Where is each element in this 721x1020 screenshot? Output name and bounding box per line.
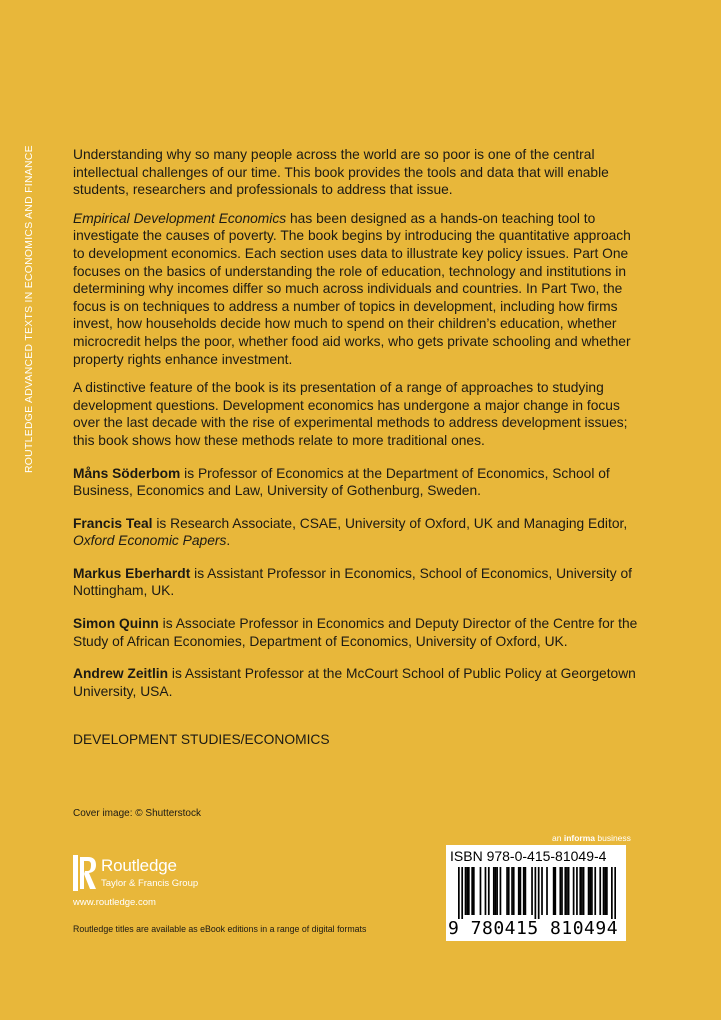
- barcode-bar: [471, 867, 473, 915]
- barcode-bar: [461, 867, 463, 919]
- barcode-bar: [561, 867, 563, 915]
- isbn-barcode-box: [446, 845, 626, 941]
- barcode-bar: [531, 867, 533, 915]
- blurb-paragraph-2: [73, 210, 643, 368]
- barcode-bar: [493, 867, 495, 915]
- barcode-bar: [468, 867, 470, 915]
- author-bio-text: is Research Associate, CSAE, University of Oxford, UK and Managing Editor,: [152, 515, 628, 531]
- barcode-bar: [614, 867, 616, 919]
- barcode-bar: [538, 867, 540, 919]
- barcode-bars: [458, 867, 616, 919]
- author-bio: [73, 465, 643, 500]
- journal-title: Oxford Economic Papers: [73, 533, 227, 549]
- barcode-bar: [541, 867, 543, 915]
- blurb-paragraph-2-text: has been designed as a hands-on teaching tool to investigate the causes of poverty. The book begins by introducing the quantitative approach to development economics. Each section uses data to illustrate key policy issues. Part One focuses on the basics of understanding the role of education, technology and institutions in determining why incomes differ so much across individuals and countries. In Part Two, the focus is on techniques to address a number of topics in development, including how firms invest, how households decide how much to spend on their children’s education, whether microcredit helps the poor, whether food aid works, who gets private schooling and whether property rights enhance investment.: [73, 210, 631, 367]
- barcode-bar: [458, 867, 460, 919]
- barcode-bar: [573, 867, 575, 915]
- barcode-bar: [511, 867, 513, 915]
- blurb-paragraph-3: A distinctive feature of the book is its presentation of a range of approaches to studying development questions. Development economics has undergone a major change in focus over the last decade with the rise of experimental methods to address development issues; this book shows how these methods relate to more traditional ones.: [73, 380, 628, 448]
- author-bio-text: is Associate Professor in Economics and Deputy Director of the Centre for the Study of African Economies, Department of Economics, University of Oxford, UK.: [73, 616, 638, 649]
- barcode-bar: [518, 867, 520, 915]
- author-bio: [73, 565, 643, 600]
- barcode-bar: [589, 867, 591, 915]
- cover-image-credit: Cover image: © Shutterstock: [73, 808, 201, 819]
- informa-word: informa: [563, 833, 595, 843]
- barcode-bar: [506, 867, 508, 915]
- author-name: Måns Söderbom: [73, 465, 181, 481]
- barcode-digits: 9 780415 810494: [448, 918, 619, 939]
- barcode-bar: [496, 867, 498, 915]
- barcode-bar: [523, 867, 525, 915]
- back-cover-text: [73, 146, 643, 715]
- informa-prefix: an: [552, 833, 564, 843]
- barcode-bar: [604, 867, 606, 915]
- publisher-website: www.routledge.com: [73, 897, 156, 908]
- barcode-bar: [495, 867, 497, 915]
- author-name: Andrew Zeitlin: [73, 666, 169, 682]
- barcode-bar: [553, 867, 555, 915]
- author-bio-end: .: [226, 533, 231, 549]
- series-title-spine: ROUTLEDGE ADVANCED TEXTS IN ECONOMICS AND FINANCE: [24, 145, 35, 473]
- publisher-name: Routledge: [101, 856, 177, 875]
- barcode-bar: [559, 867, 561, 915]
- barcode-bar: [513, 867, 515, 915]
- author-name: Francis Teal: [73, 515, 153, 531]
- barcode-bar: [566, 867, 568, 915]
- barcode-bar: [508, 867, 510, 915]
- publisher-logo: [73, 855, 223, 895]
- barcode-bar: [466, 867, 468, 915]
- barcode-bar: [465, 867, 467, 915]
- barcode-bar: [520, 867, 522, 915]
- subject-category: DEVELOPMENT STUDIES/ECONOMICS: [73, 732, 330, 747]
- barcode-bar: [535, 867, 537, 919]
- barcode-bar: [485, 867, 487, 915]
- author-name: Markus Eberhardt: [73, 565, 191, 581]
- barcode-bar: [480, 867, 482, 915]
- isbn-label: ISBN 978-0-415-81049-4: [450, 848, 607, 864]
- blurb-paragraph-1: Understanding why so many people across the world are so poor is one of the central intellectual challenges of our time. This book provides the tools and data that will enable students, researchers and professionals to address that issue.: [73, 147, 609, 198]
- barcode-bar: [525, 867, 527, 915]
- barcode-bar: [603, 867, 605, 915]
- barcode-bar: [591, 867, 593, 915]
- barcode-bar: [568, 867, 570, 915]
- publisher-group: Taylor & Francis Group: [101, 878, 199, 889]
- barcode-bar: [546, 867, 548, 915]
- barcode-bar: [583, 867, 585, 915]
- author-name: Simon Quinn: [73, 616, 159, 632]
- ebook-availability-note: Routledge titles are available as eBook editions in a range of digital formats: [73, 924, 367, 934]
- author-bio-text: is Assistant Professor at the McCourt School of Public Policy at Georgetown University, USA.: [73, 666, 636, 699]
- barcode-bar: [554, 867, 556, 915]
- barcode-bar: [473, 867, 475, 915]
- barcode-bar: [594, 867, 596, 915]
- informa-business-tag: [552, 833, 631, 843]
- author-bio: [73, 665, 643, 700]
- book-title: Empirical Development Economics: [73, 210, 287, 226]
- barcode-bar: [488, 867, 490, 915]
- author-bio-text: is Professor of Economics at the Department of Economics, School of Business, Economics and Law, University of Gothenburg, Sweden.: [73, 465, 610, 499]
- barcode-bar: [576, 867, 578, 915]
- informa-suffix: business: [595, 833, 631, 843]
- barcode-bar: [599, 867, 601, 915]
- barcode-bar: [611, 867, 613, 919]
- barcode-bar: [581, 867, 583, 915]
- barcode-bar: [606, 867, 608, 915]
- barcode-bar: [500, 867, 502, 915]
- author-bio-text: is Assistant Professor in Economics, School of Economics, University of Nottingham, UK.: [73, 565, 632, 599]
- author-bio: [73, 515, 643, 550]
- barcode-bar: [588, 867, 590, 915]
- routledge-r-logo-icon: [73, 855, 97, 891]
- barcode-bar: [579, 867, 581, 915]
- barcode-bar: [564, 867, 566, 915]
- author-bio: [73, 615, 643, 650]
